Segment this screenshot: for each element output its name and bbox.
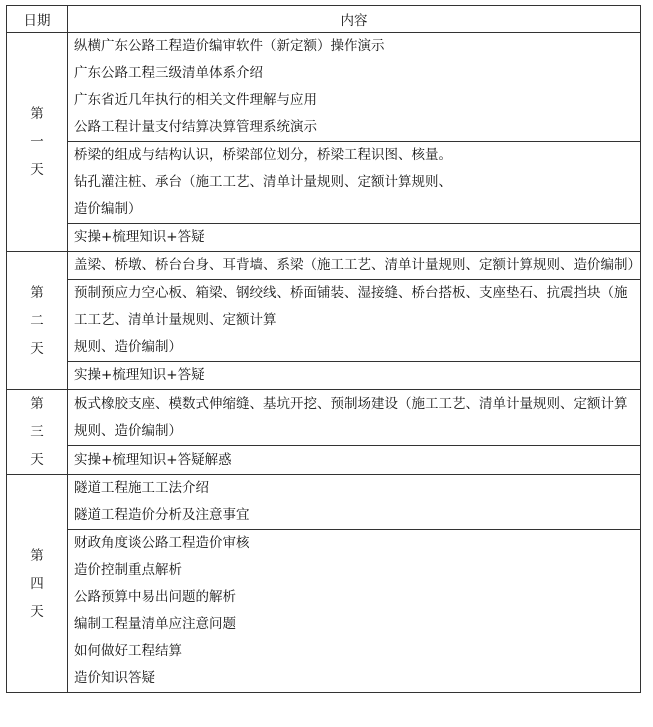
content-line: 如何做好工程结算 <box>74 643 182 659</box>
day-2-block-3 <box>7 362 641 390</box>
content-line: 公路工程计量支付结算决算管理系统演示 <box>74 119 317 135</box>
day-1-block-2 <box>7 142 641 224</box>
day-3-block-2 <box>7 446 641 475</box>
content-line: 钻孔灌注桩、承台（施工工艺、清单计量规则、定额计算规则、 <box>74 174 452 190</box>
content-cell <box>68 390 641 446</box>
content-cell <box>68 362 641 390</box>
date-header: 日期 <box>7 6 68 33</box>
content-cell <box>68 142 641 224</box>
day-1-label: 第 一 天 <box>7 33 68 252</box>
day-4-block-1 <box>7 475 641 530</box>
content-line: 桥梁的组成与结构认识，桥梁部位划分，桥梁工程识图、核量。 <box>74 147 452 163</box>
content-cell <box>68 475 641 530</box>
content-line: 造价知识答疑 <box>74 670 155 686</box>
content-cell <box>68 446 641 475</box>
content-line: 纵横广东公路工程造价编审软件（新定额）操作演示 <box>74 38 385 54</box>
content-line: 盖梁、桥墩、桥台台身、耳背墙、系梁（施工工艺、清单计量规则、定额计算规则、造价编制） <box>74 257 641 273</box>
content-line: 广东省近几年执行的相关文件理解与应用 <box>74 92 317 108</box>
content-line: 造价编制） <box>74 201 142 217</box>
content-line: 财政角度谈公路工程造价审核 <box>74 535 250 551</box>
day-2-block-1 <box>7 252 641 280</box>
day-3-block-1 <box>7 390 641 446</box>
content-cell <box>68 224 641 252</box>
day-2-block-2 <box>7 280 641 362</box>
content-cell <box>68 530 641 693</box>
content-cell <box>68 33 641 142</box>
content-line: 实操+梳理知识+答疑解惑 <box>74 451 232 468</box>
content-line: 造价控制重点解析 <box>74 562 182 578</box>
day-3-label: 第 三 天 <box>7 390 68 475</box>
content-line: 实操+梳理知识+答疑 <box>74 367 205 383</box>
day-2-label: 第 二 天 <box>7 252 68 390</box>
content-line: 实操+梳理知识+答疑 <box>74 229 205 245</box>
day-1-block-3 <box>7 224 641 252</box>
content-line: 隧道工程施工工法介绍 <box>74 480 209 496</box>
day-4-label: 第 四 天 <box>7 475 68 693</box>
content-line: 编制工程量清单应注意问题 <box>74 616 236 632</box>
content-cell <box>68 252 641 280</box>
content-line: 规则、造价编制） <box>74 339 182 355</box>
content-line: 公路预算中易出问题的解析 <box>74 589 236 605</box>
schedule-table <box>6 5 641 693</box>
content-line: 板式橡胶支座、模数式伸缩缝、基坑开挖、预制场建设（施工工艺、清单计量规则、定额计算规则、造价编制） <box>74 395 628 439</box>
content-header: 内容 <box>68 6 641 33</box>
header-row <box>7 6 641 33</box>
day-4-block-2 <box>7 530 641 693</box>
day-1-block-1 <box>7 33 641 142</box>
content-line: 预制预应力空心板、箱梁、钢绞线、桥面铺装、湿接缝、桥台搭板、支座垫石、抗震挡块（施工工艺、清单计量规则、定额计算 <box>74 285 628 328</box>
content-cell <box>68 280 641 362</box>
content-line: 隧道工程造价分析及注意事宜 <box>74 507 250 523</box>
content-line: 广东公路工程三级清单体系介绍 <box>74 65 263 81</box>
